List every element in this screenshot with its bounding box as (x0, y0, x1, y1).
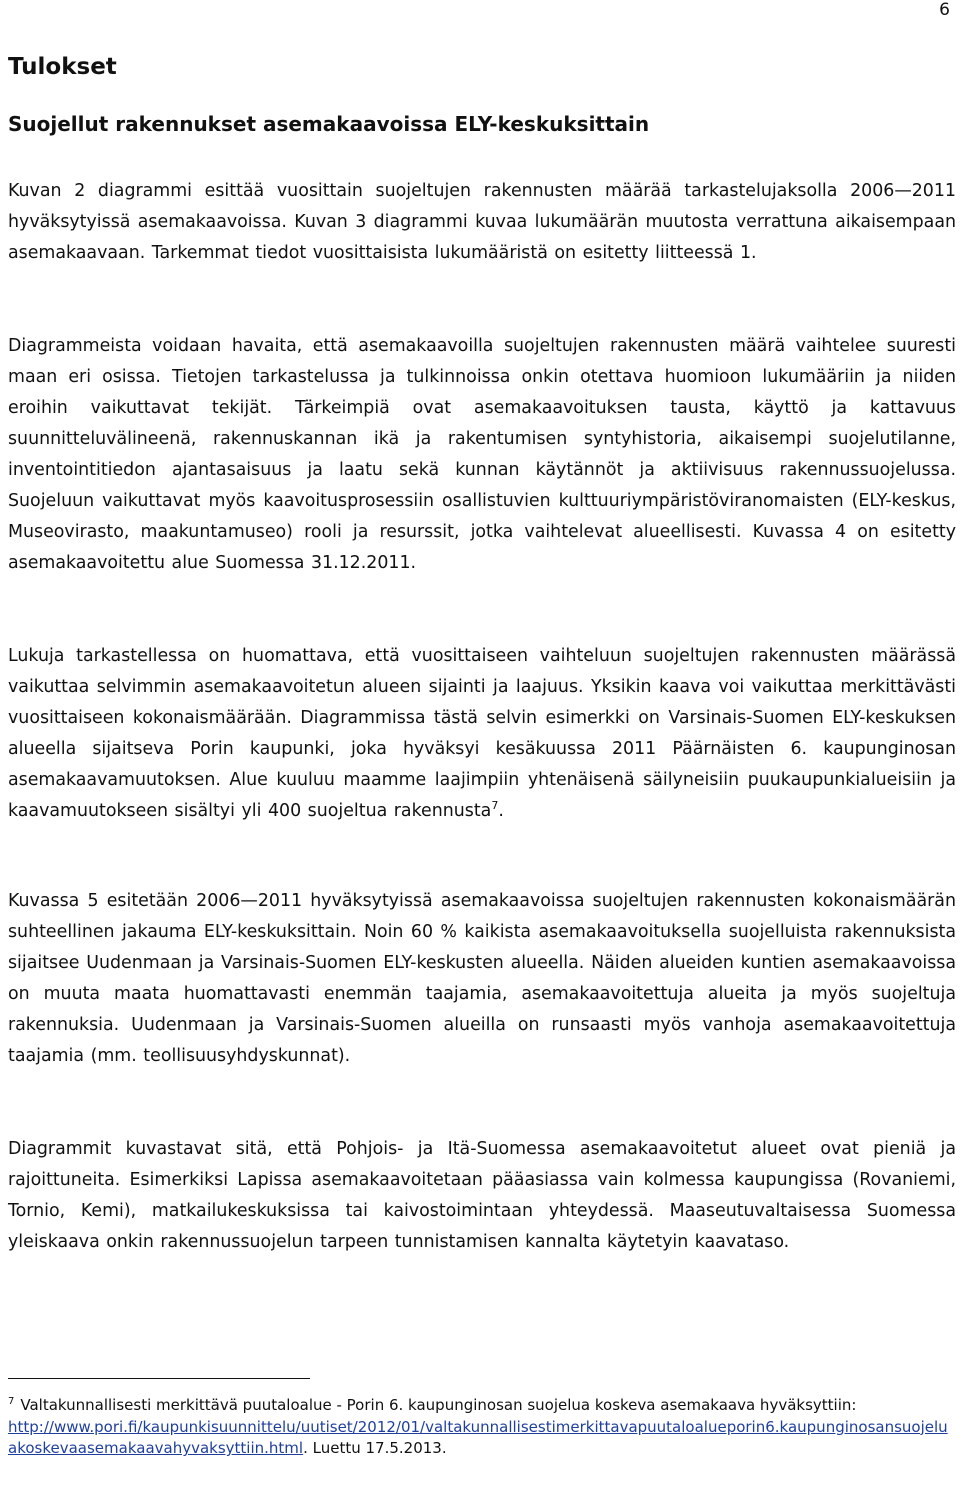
page-title: Tulokset (8, 54, 117, 80)
footnote-text: Valtakunnallisesti merkittävä puutaloalue - Porin 6. kaupunginosan suojelua koskeva asemakaava hyväksyttiin: (20, 1396, 857, 1414)
footnote-link-line (8, 1417, 956, 1460)
paragraph-3 (8, 641, 956, 827)
paragraph-3-end: . (498, 801, 504, 821)
footnote-link[interactable]: http://www.pori.fi/kaupunkisuunnittelu/uutiset/2012/01/valtakunnallisestimerkittavapuutaloalueporin6.kaupunginosansuojeluakoskevaasemakaavahyvaksyttiin.html (8, 1417, 948, 1458)
footnote-mark: 7 (8, 1396, 15, 1407)
paragraph-4: Kuvassa 5 esitetään 2006—2011 hyväksytyissä asemakaavoissa suojeltujen rakennusten kokonaismäärän suhteellinen jakauma ELY-keskuksittain. Noin 60 % kaikista asemakaavoituksella suojelluista rakennuksista sijaitsee Uudenmaan ja Varsinais-Suomen ELY-keskusten alueella. Näiden alueiden kuntien asemakaavoissa on muuta maata huomattavasti enemmän taajamia, asemakaavoitettuja alueita ja myös suojeltuja rakennuksia. Uudenmaan ja Varsinais-Suomen alueilla on runsaasti myös vanhoja asemakaavoitettuja taajamia (mm. teollisuusyhdyskunnat). (8, 891, 956, 1066)
footnote-read-date: . Luettu 17.5.2013. (303, 1439, 447, 1458)
page-number: 6 (939, 0, 950, 20)
paragraph-5: Diagrammit kuvastavat sitä, että Pohjois- ja Itä-Suomessa asemakaavoitetut alueet ovat pieniä ja rajoittuneita. Esimerkiksi Lapissa asemakaavoitetaan pääasiassa vain kolmessa kaupungissa (Rovaniemi, Tornio, Kemi), matkailukeskuksissa tai kaivostoimintaan yhteydessä. Maaseutuvaltaisessa Suomessa yleiskaava onkin rakennussuojelun tarpeen tunnistamisen kannalta käytetyin kaavataso. (8, 1139, 956, 1252)
footnote (8, 1391, 956, 1460)
section-heading: Suojellut rakennukset asemakaavoissa ELY-keskuksittain (8, 112, 650, 136)
footnote-reference[interactable]: 7 (491, 799, 499, 813)
paragraph-3-text: Lukuja tarkastellessa on huomattava, että vuosittaiseen vaihteluun suojeltujen rakennusten määrässä vaikuttaa selvimmin asemakaavoitetun alueen sijainti ja laajuus. Yksikin kaava voi vaikuttaa merkittävästi vuosittaiseen kokonaismäärään. Diagrammissa tästä selvin esimerkki on Varsinais-Suomen ELY-keskuksen alueella sijaitseva Porin kaupunki, joka hyväksyi kesäkuussa 2011 Päärnäisten 6. kaupunginosan asemakaavamuutoksen. Alue kuuluu maamme laajimpiin yhtenäisenä säilyneisiin puukaupunkialueisiin ja kaavamuutokseen sisältyi yli 400 suojeltua rakennusta (8, 646, 956, 821)
footnote-divider (8, 1378, 310, 1379)
paragraph-1: Kuvan 2 diagrammi esittää vuosittain suojeltujen rakennusten määrää tarkastelujaksolla 2006—2011 hyväksytyissä asemakaavoissa. Kuvan 3 diagrammi kuvaa lukumäärän muutosta verrattuna aikaisempaan asemakaavaan. Tarkemmat tiedot vuosittaisista lukumääristä on esitetty liitteessä 1. (8, 181, 956, 263)
paragraph-2: Diagrammeista voidaan havaita, että asemakaavoilla suojeltujen rakennusten määrä vaihtelee suuresti maan eri osissa. Tietojen tarkastelussa ja tulkinnoissa onkin otettava huomioon lukumääriin ja niiden eroihin vaikuttavat tekijät. Tärkeimpiä ovat asemakaavoituksen tausta, käyttö ja kattavuus suunnitteluvälineenä, rakennuskannan ikä ja rakentumisen syntyhistoria, aikaisempi suojelutilanne, inventointitiedon ajantasaisuus ja laatu sekä kunnan käytännöt ja aktiivisuus rakennussuojelussa. Suojeluun vaikuttavat myös kaavoitusprosessiin osallistuvien kulttuuriympäristöviranomaisten (ELY-keskus, Museovirasto, maakuntamuseo) rooli ja resurssit, jotka vaihtelevat alueellisesti. Kuvassa 4 on esitetty asemakaavoitettu alue Suomessa 31.12.2011. (8, 336, 956, 573)
